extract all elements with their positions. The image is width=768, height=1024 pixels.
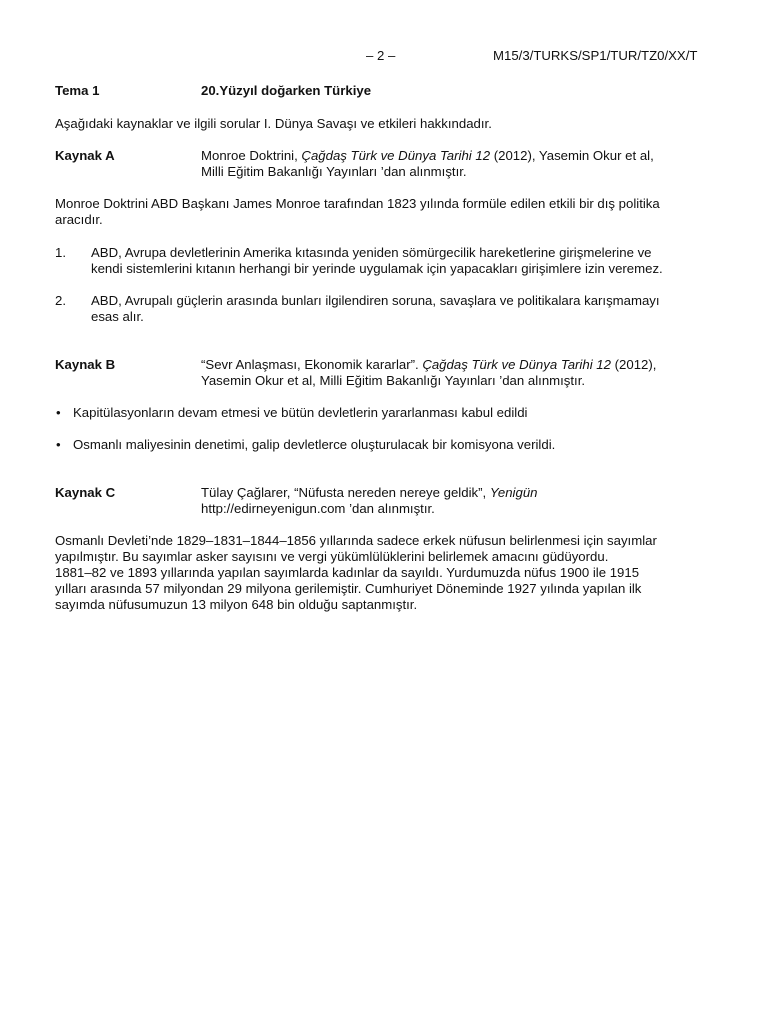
source-a-paragraph-line: Monroe Doktrini ABD Başkanı James Monroe tarafından 1823 yılında formüle edilen etkili bir dış politika [55,196,660,211]
bullet-icon: • [56,437,61,452]
source-a-citation [201,148,654,164]
source-a-cite-prefix: Monroe Doktrini, [201,148,302,163]
list-item-line: kendi sistemlerini kıtanın herhangi bir yerinde uygulamak için yapacakları girişimlere izin veremez. [91,261,663,276]
source-a-cite-title: Çağdaş Türk ve Dünya Tarihi 12 [301,148,491,163]
bullet-text: Kapitülasyonların devam etmesi ve bütün devletlerin yararlanması kabul edildi [73,405,528,420]
source-a-paragraph-line: aracıdır. [55,212,103,227]
page-number: – 2 – [366,48,396,63]
intro-text: Aşağıdaki kaynaklar ve ilgili sorular I. Dünya Savaşı ve etkileri hakkındadır. [55,116,492,131]
source-b-citation [201,357,656,373]
list-item-line: ABD, Avrupa devletlerinin Amerika kıtasında yeniden sömürgecilik hareketlerine girişmelerine ve [91,245,652,260]
list-item-number: 2. [55,293,66,308]
source-c-paragraph-line: 1881–82 ve 1893 yıllarında yapılan sayımlarda kadınlar da sayıldı. Yurdumuzda nüfus 1900 ile 1915 [55,565,640,580]
source-c-citation-line2: http://edirneyenigun.com ’dan alınmıştır. [201,501,435,516]
source-c-cite-title: Yenigün [489,485,538,500]
source-b-cite-suffix: (2012), [610,357,657,372]
source-b-citation-line2: Yasemin Okur et al, Milli Eğitim Bakanlığı Yayınları ’dan alınmıştır. [201,373,586,388]
source-a-label: Kaynak A [55,148,115,163]
source-c-citation [201,485,537,501]
source-b-label: Kaynak B [55,357,116,372]
theme-label: Tema 1 [55,83,100,98]
list-item-line: esas alır. [91,309,144,324]
source-c-paragraph-line: Osmanlı Devleti’nde 1829–1831–1844–1856 yıllarında sadece erkek nüfusun belirlenmesi için sayımlar [55,533,657,548]
source-c-paragraph-line: yılları arasında 57 milyondan 29 milyona gerilemiştir. Cumhuriyet Döneminde 1927 yılında yapılan ilk [55,581,642,596]
source-c-paragraph-line: sayımda nüfusumuzun 13 milyon 648 bin olduğu saptanmıştır. [55,597,418,612]
source-c-paragraph-line: yapılmıştır. Bu sayımlar asker sayısını ve vergi yükümlülüklerini belirlemek amacını güdüyordu. [55,549,609,564]
list-item-number: 1. [55,245,66,260]
bullet-text: Osmanlı maliyesinin denetimi, galip devletlerce oluşturulacak bir komisyona verildi. [73,437,556,452]
theme-title: 20.Yüzyıl doğarken Türkiye [201,83,372,98]
source-b-cite-prefix: “Sevr Anlaşması, Ekonomik kararlar”. [201,357,423,372]
source-c-cite-prefix: Tülay Çağlarer, “Nüfusta nereden nereye geldik”, [201,485,490,500]
bullet-icon: • [56,405,61,420]
source-a-cite-suffix: (2012), Yasemin Okur et al, [490,148,654,163]
document-code: M15/3/TURKS/SP1/TUR/TZ0/XX/T [493,48,698,63]
source-c-label: Kaynak C [55,485,116,500]
source-b-cite-title: Çağdaş Türk ve Dünya Tarihi 12 [422,357,611,372]
source-a-citation-line2: Milli Eğitim Bakanlığı Yayınları ’dan alınmıştır. [201,164,467,179]
list-item-line: ABD, Avrupalı güçlerin arasında bunları ilgilendiren soruna, savaşlara ve politikalara karışmamayı [91,293,660,308]
